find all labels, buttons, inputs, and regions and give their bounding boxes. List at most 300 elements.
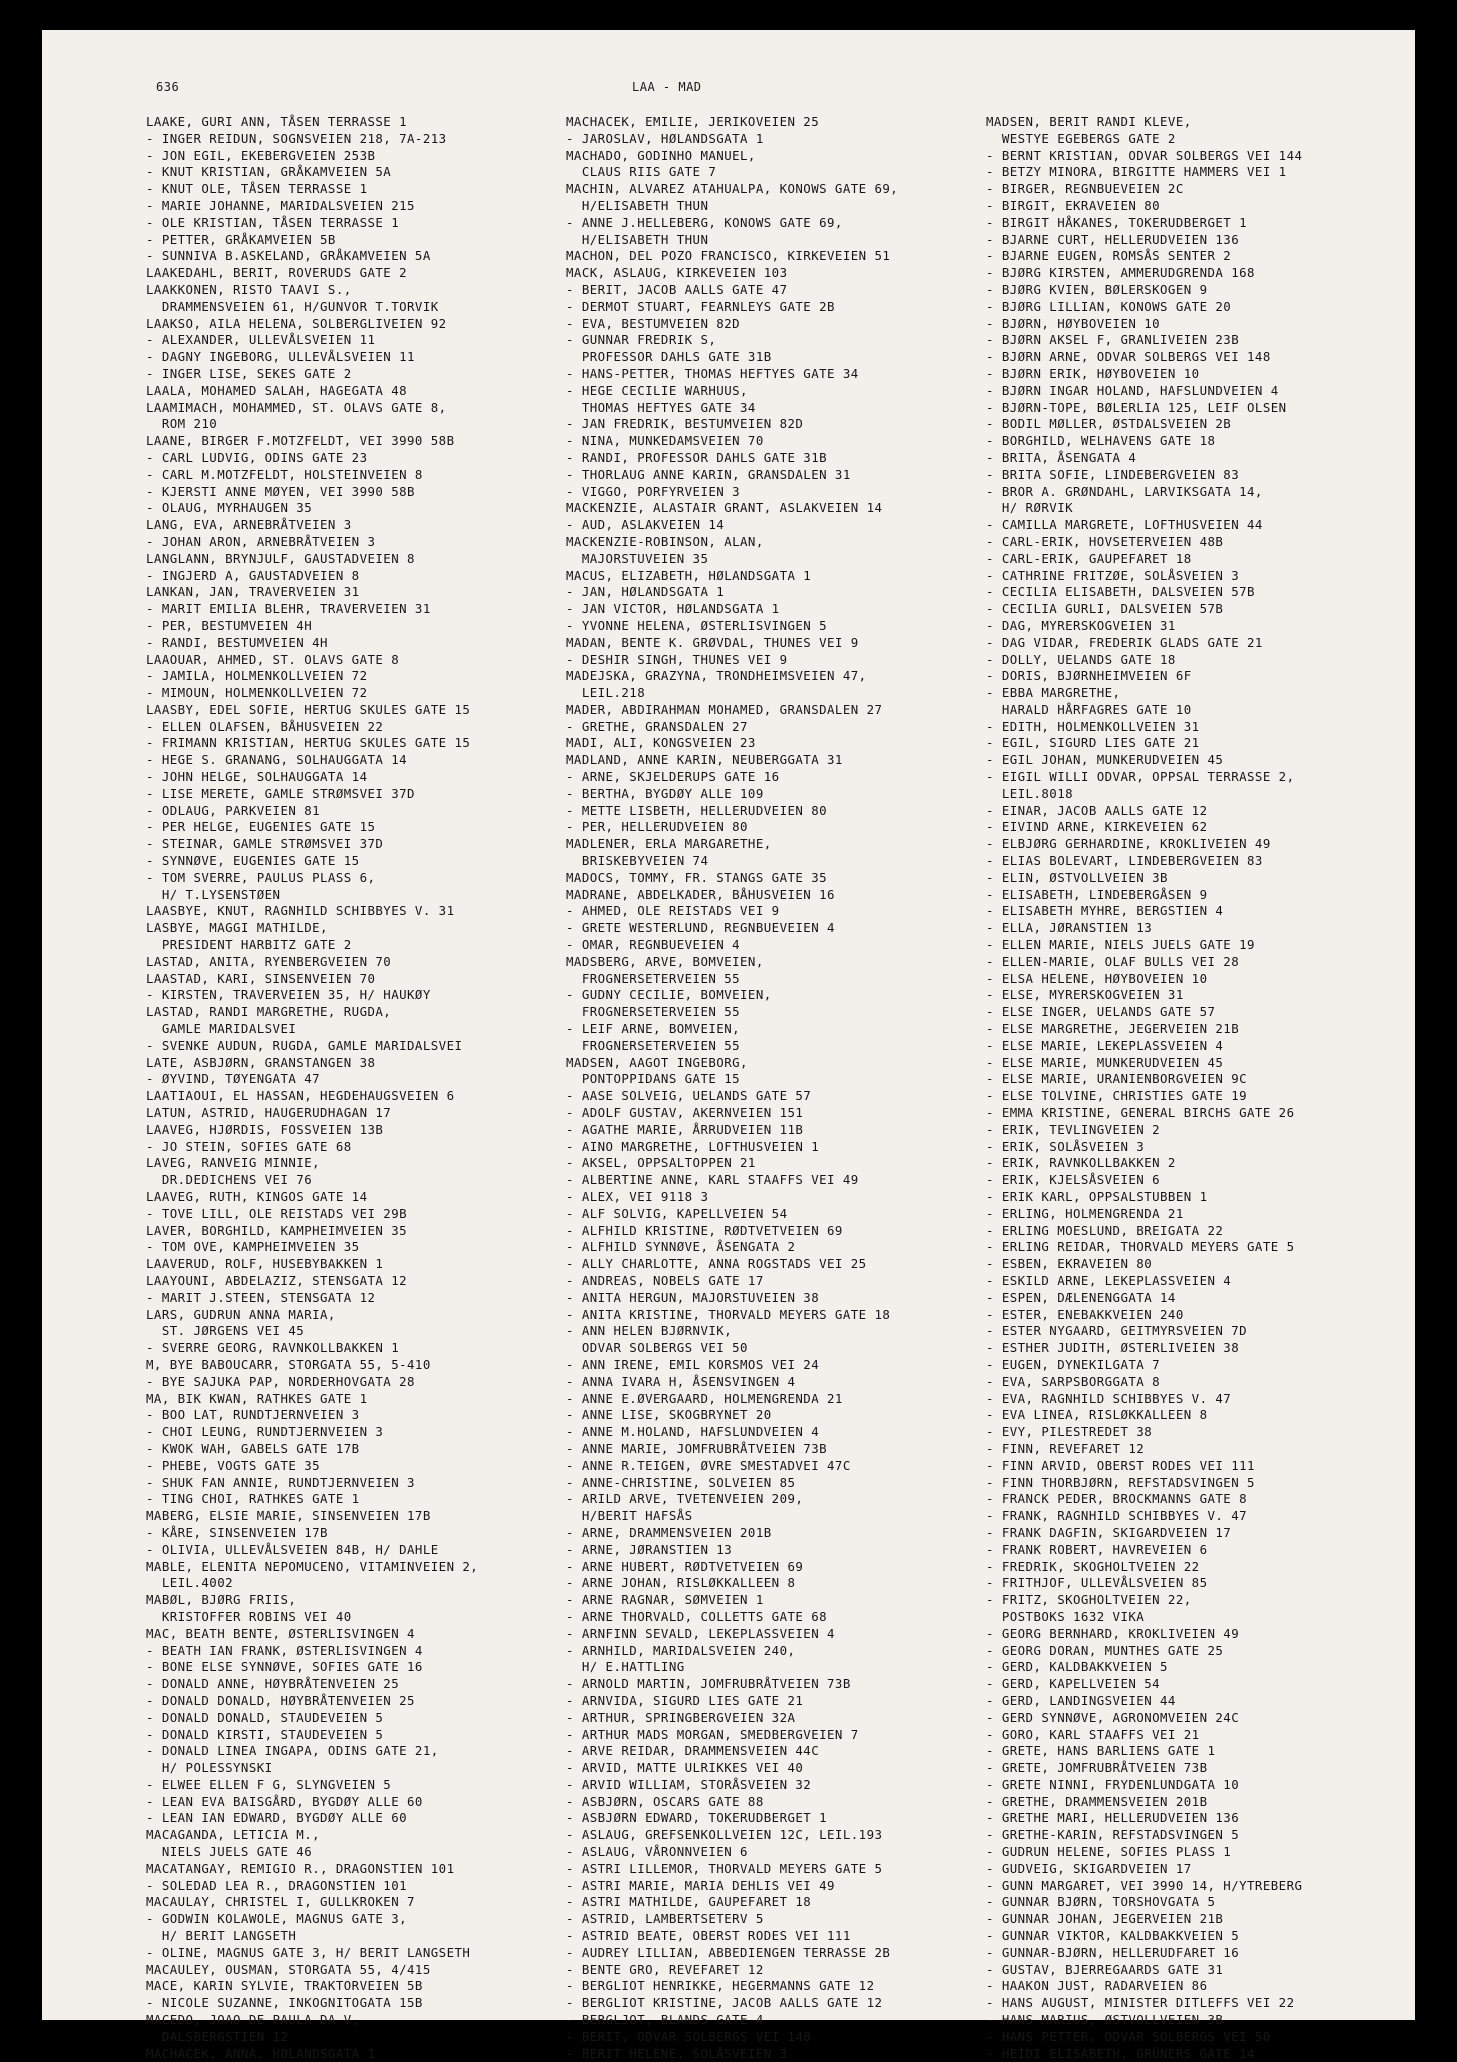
directory-entry: - RANDI, PROFESSOR DAHLS GATE 31B: [566, 449, 828, 465]
directory-entry: - THORLAUG ANNE KARIN, GRANSDALEN 31: [566, 466, 851, 482]
directory-entry: LAVEG, RANVEIG MINNIE,: [146, 1155, 321, 1171]
directory-entry: - ERLING, HOLMENGRENDA 21: [986, 1205, 1184, 1221]
directory-entry: ROM 210: [146, 416, 218, 432]
directory-entry: - DONALD LINEA INGAPA, ODINS GATE 21,: [146, 1743, 439, 1759]
directory-entry: - ERLING REIDAR, THORVALD MEYERS GATE 5: [986, 1239, 1295, 1255]
directory-entry: - ARNE RAGNAR, SØMVEIEN 1: [566, 1592, 764, 1608]
directory-entry: LEIL.218: [566, 685, 646, 701]
directory-entry: - FRANK DAGFIN, SKIGARDVEIEN 17: [986, 1524, 1232, 1540]
directory-entry: - ALEX, VEI 9118 3: [566, 1189, 709, 1204]
directory-entry: - ESKILD ARNE, LEKEPLASSVEIEN 4: [986, 1272, 1232, 1288]
page-number: 636: [156, 80, 180, 94]
directory-entry: MADOCS, TOMMY, FR. STANGS GATE 35: [566, 869, 828, 885]
directory-entry: - ESTER, ENEBAKKVEIEN 240: [986, 1306, 1184, 1322]
directory-entry: - JOHAN ARON, ARNEBRÅTVEIEN 3: [146, 533, 376, 549]
directory-entry: LAAMIMACH, MOHAMMED, ST. OLAVS GATE 8,: [146, 399, 447, 415]
directory-entry: PONTOPPIDANS GATE 15: [566, 1071, 741, 1087]
directory-entry: - HANS AUGUST, MINISTER DITLEFFS VEI 22: [986, 1995, 1295, 2011]
directory-entry: MACUS, ELIZABETH, HØLANDSGATA 1: [566, 567, 812, 583]
directory-entry: LAAKEDAHL, BERIT, ROVERUDS GATE 2: [146, 265, 408, 281]
directory-entry: - ARVID, MATTE ULRIKKES VEI 40: [566, 1760, 804, 1776]
directory-entry: - ARILD ARVE, TVETENVEIEN 209,: [566, 1491, 804, 1507]
directory-entry: NIELS JUELS GATE 46: [146, 1844, 313, 1860]
directory-entry: MACAGANDA, LETICIA M.,: [146, 1827, 321, 1843]
directory-entry: - BRITA SOFIE, LINDEBERGVEIEN 83: [986, 466, 1240, 482]
directory-entry: - GRETE, JOMFRUBRÅTVEIEN 73B: [986, 1760, 1208, 1776]
directory-entry: LAAYOUNI, ABDELAZIZ, STENSGATA 12: [146, 1272, 408, 1288]
directory-entry: PROFESSOR DAHLS GATE 31B: [566, 349, 772, 365]
directory-entry: POSTBOKS 1632 VIKA: [986, 1608, 1145, 1624]
column-3: [986, 114, 1406, 2062]
directory-entry: FROGNERSETERVEIEN 55: [566, 1004, 741, 1020]
directory-entry: LAAVERUD, ROLF, HUSEBYBAKKEN 1: [146, 1256, 384, 1272]
directory-entry: - EVY, PILESTREDET 38: [986, 1424, 1153, 1440]
directory-entry: - HEGE CECILIE WARHUUS,: [566, 382, 748, 398]
directory-entry: - CHOI LEUNG, RUNDTJERNVEIEN 3: [146, 1424, 384, 1440]
directory-entry: - MARIE JOHANNE, MARIDALSVEIEN 215: [146, 197, 415, 213]
directory-entry: DALSBERGSTIEN 12: [146, 2028, 289, 2044]
directory-entry: - AGATHE MARIE, ÅRRUDVEIEN 11B: [566, 1121, 804, 1137]
directory-entry: - ANNE E.ØVERGAARD, HOLMENGRENDA 21: [566, 1390, 843, 1406]
directory-entry: - JON EGIL, EKEBERGVEIEN 253B: [146, 147, 376, 163]
directory-entry: - GERD SYNNØVE, AGRONOMVEIEN 24C: [986, 1709, 1240, 1725]
directory-entry: - ASTRI MATHILDE, GAUPEFARET 18: [566, 1894, 812, 1910]
directory-entry: MABØL, BJØRG FRIIS,: [146, 1592, 297, 1608]
directory-entry: - BROR A. GRØNDAHL, LARVIKSGATA 14,: [986, 483, 1263, 499]
directory-entry: - FRITHJOF, ULLEVÅLSVEIEN 85: [986, 1575, 1208, 1591]
directory-entry: - FRANK, RAGNHILD SCHIBBYES V. 47: [986, 1508, 1248, 1524]
directory-entry: - EGIL JOHAN, MUNKERUDVEIEN 45: [986, 752, 1224, 768]
directory-entry: - GERD, KAPELLVEIEN 54: [986, 1676, 1161, 1692]
directory-entry: LAANE, BIRGER F.MOTZFELDT, VEI 3990 58B: [146, 433, 455, 449]
directory-entry: - ALFHILD SYNNØVE, ÅSENGATA 2: [566, 1239, 796, 1255]
directory-entry: MACE, KARIN SYLVIE, TRAKTORVEIEN 5B: [146, 1978, 423, 1994]
running-head: LAA - MAD: [632, 80, 702, 94]
directory-entry: - ELLA, JØRANSTIEN 13: [986, 920, 1153, 936]
directory-entry: - GUDNY CECILIE, BOMVEIEN,: [566, 987, 772, 1003]
directory-entry: - BIRGIT, EKRAVEIEN 80: [986, 197, 1161, 213]
directory-entry: - INGER REIDUN, SOGNSVEIEN 218, 7A-213: [146, 130, 447, 146]
directory-entry: - ELSE, MYRERSKOGVEIEN 31: [986, 987, 1184, 1003]
directory-entry: - ARNE THORVALD, COLLETTS GATE 68: [566, 1608, 828, 1624]
directory-entry: MABLE, ELENITA NEPOMUCENO, VITAMINVEIEN 2,: [146, 1558, 479, 1574]
directory-entry: LATUN, ASTRID, HAUGERUDHAGAN 17: [146, 1105, 392, 1121]
directory-entry: - ARNE, SKJELDERUPS GATE 16: [566, 769, 780, 785]
directory-entry: - ADOLF GUSTAV, AKERNVEIEN 151: [566, 1105, 804, 1121]
directory-entry: - GUNNAR FREDRIK S,: [566, 332, 717, 348]
directory-entry: - AINO MARGRETHE, LOFTHUSVEIEN 1: [566, 1138, 820, 1154]
directory-entry: - ERIK, KJELSÅSVEIEN 6: [986, 1172, 1161, 1188]
directory-entry: MACATANGAY, REMIGIO R., DRAGONSTIEN 101: [146, 1860, 455, 1876]
directory-entry: - CARL M.MOTZFELDT, HOLSTEINVEIEN 8: [146, 466, 423, 482]
directory-entry: LEIL.8018: [986, 785, 1074, 801]
directory-entry: LAAKE, GURI ANN, TÅSEN TERRASSE 1: [146, 114, 408, 129]
directory-entry: LAALA, MOHAMED SALAH, HAGEGATA 48: [146, 382, 408, 398]
directory-entry: - ELSE TOLVINE, CHRISTIES GATE 19: [986, 1088, 1248, 1104]
directory-entry: - SHUK FAN ANNIE, RUNDTJERNVEIEN 3: [146, 1474, 415, 1490]
directory-entry: - ARVE REIDAR, DRAMMENSVEIEN 44C: [566, 1743, 820, 1759]
directory-entry: LATE, ASBJØRN, GRANSTANGEN 38: [146, 1054, 376, 1070]
directory-entry: - BJØRN-TOPE, BØLERLIA 125, LEIF OLSEN: [986, 399, 1287, 415]
directory-entry: - FREDRIK, SKOGHOLTVEIEN 22: [986, 1558, 1200, 1574]
directory-entry: - BJARNE EUGEN, ROMSÅS SENTER 2: [986, 248, 1232, 264]
directory-entry: - DAGNY INGEBORG, ULLEVÅLSVEIEN 11: [146, 349, 415, 365]
directory-entry: H/ELISABETH THUN: [566, 197, 709, 213]
directory-entry: MACEDO, JOAO DE PAULA DA V,: [146, 2012, 360, 2028]
directory-entry: - ANNE-CHRISTINE, SOLVEIEN 85: [566, 1474, 796, 1490]
directory-entry: - BJØRN, HØYBOVEIEN 10: [986, 315, 1161, 331]
directory-entry: - SYNNØVE, EUGENIES GATE 15: [146, 853, 360, 869]
directory-entry: - GERD, KALDBAKKVEIEN 5: [986, 1659, 1168, 1675]
directory-entry: MACAULEY, OUSMAN, STORGATA 55, 4/415: [146, 1961, 431, 1977]
directory-entry: - CAMILLA MARGRETE, LOFTHUSVEIEN 44: [986, 517, 1263, 533]
directory-entry: - ELISABETH, LINDEBERGÅSEN 9: [986, 886, 1208, 902]
directory-entry: - ALEXANDER, ULLEVÅLSVEIEN 11: [146, 332, 376, 348]
directory-entry: - HANS-PETTER, THOMAS HEFTYES GATE 34: [566, 365, 859, 381]
directory-entry: - BJØRN INGAR HOLAND, HAFSLUNDVEIEN 4: [986, 382, 1279, 398]
directory-entry: BRISKEBYVEIEN 74: [566, 853, 709, 869]
directory-entry: - MARIT J.STEEN, STENSGATA 12: [146, 1289, 376, 1305]
directory-entry: - ELSE MARIE, URANIENBORGVEIEN 9C: [986, 1071, 1248, 1087]
directory-entry: - GERD, LANDINGSVEIEN 44: [986, 1692, 1176, 1708]
directory-entry: - BRITA, ÅSENGATA 4: [986, 449, 1137, 465]
directory-entry: - AKSEL, OPPSALTOPPEN 21: [566, 1155, 756, 1171]
directory-entry: ST. JØRGENS VEI 45: [146, 1323, 305, 1339]
directory-entry: - ELSE INGER, UELANDS GATE 57: [986, 1004, 1216, 1020]
directory-entry: - OLE KRISTIAN, TÅSEN TERRASSE 1: [146, 214, 400, 230]
directory-entry: - BJØRN ERIK, HØYBOVEIEN 10: [986, 365, 1200, 381]
directory-entry: - ALLY CHARLOTTE, ANNA ROGSTADS VEI 25: [566, 1256, 867, 1272]
directory-entry: MACHADO, GODINHO MANUEL,: [566, 147, 756, 163]
directory-entry: - GUDRUN HELENE, SOFIES PLASS 1: [986, 1844, 1232, 1860]
directory-entry: - HAAKON JUST, RADARVEIEN 86: [986, 1978, 1208, 1994]
directory-entry: LAAKSO, AILA HELENA, SOLBERGLIVEIEN 92: [146, 315, 447, 331]
directory-entry: - ASBJØRN, OSCARS GATE 88: [566, 1793, 764, 1809]
directory-entry: MADLENER, ERLA MARGARETHE,: [566, 836, 772, 852]
directory-entry: - ERIK, RAVNKOLLBAKKEN 2: [986, 1155, 1176, 1171]
directory-entry: - ARNFINN SEVALD, LEKEPLASSVEIEN 4: [566, 1625, 835, 1641]
directory-entry: - BERIT HELENE, SOLÅSVEIEN 3: [566, 2045, 788, 2061]
directory-entry: - HEGE S. GRANANG, SOLHAUGGATA 14: [146, 752, 408, 768]
directory-entry: - AHMED, OLE REISTADS VEI 9: [566, 903, 780, 919]
directory-entry: - NICOLE SUZANNE, INKOGNITOGATA 15B: [146, 1995, 423, 2011]
directory-entry: H/ T.LYSENSTØEN: [146, 886, 281, 902]
directory-entry: MACHIN, ALVAREZ ATAHUALPA, KONOWS GATE 69,: [566, 181, 899, 197]
directory-entry: MADI, ALI, KONGSVEIEN 23: [566, 735, 756, 751]
directory-entry: - OLIVIA, ULLEVÅLSVEIEN 84B, H/ DAHLE: [146, 1541, 439, 1557]
directory-entry: - ARTHUR, SPRINGBERGVEIEN 32A: [566, 1709, 796, 1725]
directory-entry: MACHON, DEL POZO FRANCISCO, KIRKEVEIEN 51: [566, 248, 891, 264]
directory-entry: - ESPEN, DÆLENENGGATA 14: [986, 1289, 1176, 1305]
directory-entry: - GRETE WESTERLUND, REGNBUEVEIEN 4: [566, 920, 835, 936]
directory-entry: - GUNNAR-BJØRN, HELLERUDFARET 16: [986, 1944, 1240, 1960]
directory-entry: - OLINE, MAGNUS GATE 3, H/ BERIT LANGSETH: [146, 1944, 471, 1960]
directory-entry: - EINAR, JACOB AALLS GATE 12: [986, 802, 1208, 818]
directory-entry: - FRANCK PEDER, BROCKMANNS GATE 8: [986, 1491, 1248, 1507]
directory-entry: - JO STEIN, SOFIES GATE 68: [146, 1138, 352, 1154]
directory-entry: LANGLANN, BRYNJULF, GAUSTADVEIEN 8: [146, 550, 415, 566]
directory-entry: MAJORSTUVEIEN 35: [566, 550, 709, 566]
directory-entry: - GRETHE-KARIN, REFSTADSVINGEN 5: [986, 1827, 1240, 1843]
directory-entry: LEIL.4002: [146, 1575, 234, 1591]
directory-entry: M, BYE BABOUCARR, STORGATA 55, 5-410: [146, 1356, 431, 1372]
directory-entry: LAVER, BORGHILD, KAMPHEIMVEIEN 35: [146, 1222, 408, 1238]
directory-entry: LAASTAD, KARI, SINSENVEIEN 70: [146, 970, 376, 986]
directory-entry: LANKAN, JAN, TRAVERVEIEN 31: [146, 584, 360, 600]
directory-entry: - ANDREAS, NOBELS GATE 17: [566, 1272, 764, 1288]
directory-entry: MACK, ASLAUG, KIRKEVEIEN 103: [566, 265, 788, 281]
directory-entry: - JAN, HØLANDSGATA 1: [566, 584, 725, 600]
directory-entry: H/ BERIT LANGSETH: [146, 1928, 297, 1944]
directory-entry: - JAMILA, HOLMENKOLLVEIEN 72: [146, 668, 368, 684]
directory-entry: - ERIK, TEVLINGVEIEN 2: [986, 1121, 1161, 1137]
directory-entry: - TING CHOI, RATHKES GATE 1: [146, 1491, 360, 1507]
directory-entry: - NINA, MUNKEDAMSVEIEN 70: [566, 433, 764, 449]
directory-entry: - GUSTAV, BJERREGAARDS GATE 31: [986, 1961, 1224, 1977]
directory-entry: - OMAR, REGNBUEVEIEN 4: [566, 937, 741, 953]
directory-entry: - EVA, BESTUMVEIEN 82D: [566, 315, 741, 331]
directory-entry: - ARNHILD, MARIDALSVEIEN 240,: [566, 1642, 796, 1658]
directory-entry: - KIRSTEN, TRAVERVEIEN 35, H/ HAUKØY: [146, 987, 431, 1003]
directory-entry: - EIGIL WILLI ODVAR, OPPSAL TERRASSE 2,: [986, 769, 1295, 785]
directory-entry: - GRETHE MARI, HELLERUDVEIEN 136: [986, 1810, 1240, 1826]
directory-entry: - HEIDI ELISABETH, GRÜNERS GATE 14: [986, 2045, 1255, 2061]
directory-entry: - GUDVEIG, SKIGARDVEIEN 17: [986, 1860, 1192, 1876]
directory-entry: - ANNE J.HELLEBERG, KONOWS GATE 69,: [566, 214, 843, 230]
directory-entry: - ARNE, JØRANSTIEN 13: [566, 1541, 733, 1557]
directory-entry: WESTYE EGEBERGS GATE 2: [986, 130, 1176, 146]
directory-entry: - ANNE M.HOLAND, HAFSLUNDVEIEN 4: [566, 1424, 820, 1440]
directory-entry: - DAG, MYRERSKOGVEIEN 31: [986, 617, 1176, 633]
directory-entry: - BOO LAT, RUNDTJERNVEIEN 3: [146, 1407, 360, 1423]
directory-entry: - ELSE MARIE, MUNKERUDVEIEN 45: [986, 1054, 1224, 1070]
directory-entry: - BJØRG KVIEN, BØLERSKOGEN 9: [986, 281, 1208, 297]
directory-entry: - RANDI, BESTUMVEIEN 4H: [146, 634, 328, 650]
directory-entry: - CARL-ERIK, HOVSETERVEIEN 48B: [986, 533, 1224, 549]
directory-entry: - ARNE, DRAMMENSVEIEN 201B: [566, 1524, 772, 1540]
directory-entry: - BERTHA, BYGDØY ALLE 109: [566, 785, 764, 801]
directory-entry: - BONE ELSE SYNNØVE, SOFIES GATE 16: [146, 1659, 423, 1675]
directory-entry: H/ RØRVIK: [986, 500, 1074, 516]
directory-entry: - FINN THORBJØRN, REFSTADSVINGEN 5: [986, 1474, 1255, 1490]
directory-entry: - ALFHILD KRISTINE, RØDTVETVEIEN 69: [566, 1222, 843, 1238]
directory-entry: - MARIT EMILIA BLEHR, TRAVERVEIEN 31: [146, 601, 431, 617]
directory-entry: - ELLEN-MARIE, OLAF BULLS VEI 28: [986, 953, 1240, 969]
directory-entry: - ALF SOLVIG, KAPELLVEIEN 54: [566, 1205, 788, 1221]
directory-entry: - ERIK, SOLÅSVEIEN 3: [986, 1138, 1145, 1154]
directory-entry: LASBYE, MAGGI MATHILDE,: [146, 920, 328, 936]
directory-entry: - AUDREY LILLIAN, ABBEDIENGEN TERRASSE 2B: [566, 1944, 891, 1960]
directory-entry: - ARNE JOHAN, RISLØKKALLEEN 8: [566, 1575, 796, 1591]
directory-entry: - BERIT, JACOB AALLS GATE 47: [566, 281, 788, 297]
directory-entry: - INGJERD A, GAUSTADVEIEN 8: [146, 567, 360, 583]
directory-entry: PRESIDENT HARBITZ GATE 2: [146, 937, 352, 953]
directory-entry: - EDITH, HOLMENKOLLVEIEN 31: [986, 718, 1200, 734]
directory-entry: - LEAN IAN EDWARD, BYGDØY ALLE 60: [146, 1810, 408, 1826]
directory-entry: DR.DEDICHENS VEI 76: [146, 1172, 313, 1188]
directory-entry: - EVA, RAGNHILD SCHIBBYES V. 47: [986, 1390, 1232, 1406]
directory-entry: MA, BIK KWAN, RATHKES GATE 1: [146, 1390, 368, 1406]
directory-entry: - DOLLY, UELANDS GATE 18: [986, 651, 1176, 667]
directory-entry: - AUD, ASLAKVEIEN 14: [566, 517, 725, 533]
directory-entry: - DAG VIDAR, FREDERIK GLADS GATE 21: [986, 634, 1263, 650]
directory-entry: - ESTHER JUDITH, ØSTERLIVEIEN 38: [986, 1340, 1240, 1356]
directory-entry: - EVA, SARPSBORGGATA 8: [986, 1373, 1161, 1389]
directory-entry: - ODLAUG, PARKVEIEN 81: [146, 802, 321, 818]
directory-entry: MACKENZIE, ALASTAIR GRANT, ASLAKVEIEN 14: [566, 500, 883, 516]
directory-entry: - STEINAR, GAMLE STRØMSVEI 37D: [146, 836, 384, 852]
directory-entry: - ASTRID BEATE, OBERST RODES VEI 111: [566, 1928, 851, 1944]
directory-entry: - ANNA IVARA H, ÅSENSVINGEN 4: [566, 1373, 796, 1389]
directory-entry: - EGIL, SIGURD LIES GATE 21: [986, 735, 1200, 751]
directory-entry: - CARL LUDVIG, ODINS GATE 23: [146, 449, 368, 465]
column-1: [146, 114, 566, 2062]
directory-entry: - PER, BESTUMVEIEN 4H: [146, 617, 313, 633]
directory-entry: - INGER LISE, SEKES GATE 2: [146, 365, 352, 381]
directory-entry: - SOLEDAD LEA R., DRAGONSTIEN 101: [146, 1877, 408, 1893]
directory-entry: - ANNE MARIE, JOMFRUBRÅTVEIEN 73B: [566, 1440, 828, 1456]
directory-entry: - ERIK KARL, OPPSALSTUBBEN 1: [986, 1189, 1208, 1204]
directory-entry: MADER, ABDIRAHMAN MOHAMED, GRANSDALEN 27: [566, 701, 883, 717]
directory-entry: MADRANE, ABDELKADER, BÅHUSVEIEN 16: [566, 886, 835, 902]
directory-entry: - KNUT OLE, TÅSEN TERRASSE 1: [146, 181, 368, 197]
directory-entry: - ASLAUG, GREFSENKOLLVEIEN 12C, LEIL.193: [566, 1827, 883, 1843]
directory-entry: MACHACEK, EMILIE, JERIKOVEIEN 25: [566, 114, 820, 129]
directory-entry: H/ POLESSYNSKI: [146, 1760, 273, 1776]
directory-entry: - MIMOUN, HOLMENKOLLVEIEN 72: [146, 685, 368, 701]
directory-entry: - ANITA HERGUN, MAJORSTUVEIEN 38: [566, 1289, 820, 1305]
directory-entry: - GRETE NINNI, FRYDENLUNDGATA 10: [986, 1776, 1240, 1792]
directory-entry: - ARNVIDA, SIGURD LIES GATE 21: [566, 1692, 804, 1708]
directory-entry: - ASTRI LILLEMOR, THORVALD MEYERS GATE 5: [566, 1860, 883, 1876]
directory-entry: THOMAS HEFTYES GATE 34: [566, 399, 756, 415]
directory-entry: HARALD HÅRFAGRES GATE 10: [986, 701, 1192, 717]
directory-entry: - LEIF ARNE, BOMVEIEN,: [566, 1021, 741, 1037]
directory-entry: - DERMOT STUART, FEARNLEYS GATE 2B: [566, 298, 835, 314]
directory-entry: LAAVEG, RUTH, KINGOS GATE 14: [146, 1189, 368, 1204]
column-2: [566, 114, 986, 2062]
directory-entry: - SVENKE AUDUN, RUGDA, GAMLE MARIDALSVEI: [146, 1037, 463, 1053]
directory-entry: - DONALD ANNE, HØYBRÅTENVEIEN 25: [146, 1676, 400, 1692]
directory-entry: CLAUS RIIS GATE 7: [566, 164, 717, 180]
directory-entry: - GORO, KARL STAAFFS VEI 21: [986, 1726, 1200, 1742]
directory-entry: FROGNERSETERVEIEN 55: [566, 1037, 741, 1053]
directory-entry: - GRETHE, GRANSDALEN 27: [566, 718, 748, 734]
directory-entry: - ANN HELEN BJØRNVIK,: [566, 1323, 733, 1339]
directory-entry: - KÅRE, SINSENVEIEN 17B: [146, 1524, 328, 1540]
directory-entry: - FRITZ, SKOGHOLTVEIEN 22,: [986, 1592, 1192, 1608]
directory-entry: - FRANK ROBERT, HAVREVEIEN 6: [986, 1541, 1208, 1557]
directory-entry: - TOVE LILL, OLE REISTADS VEI 29B: [146, 1205, 408, 1221]
directory-entry: - KNUT KRISTIAN, GRÅKAMVEIEN 5A: [146, 164, 392, 180]
directory-entry: - ARNE HUBERT, RØDTVETVEIEN 69: [566, 1558, 804, 1574]
directory-entry: - JAROSLAV, HØLANDSGATA 1: [566, 130, 764, 146]
directory-entry: - DONALD DONALD, HØYBRÅTENVEIEN 25: [146, 1692, 415, 1708]
directory-entry: - BJØRN AKSEL F, GRANLIVEIEN 23B: [986, 332, 1240, 348]
directory-entry: - ELSE MARIE, LEKEPLASSVEIEN 4: [986, 1037, 1224, 1053]
directory-entry: - EIVIND ARNE, KIRKEVEIEN 62: [986, 819, 1208, 835]
directory-entry: - GRETHE, DRAMMENSVEIEN 201B: [986, 1793, 1208, 1809]
directory-entry: - ERLING MOESLUND, BREIGATA 22: [986, 1222, 1224, 1238]
directory-entry: - BENTE GRO, REVEFARET 12: [566, 1961, 764, 1977]
directory-entry: MADLAND, ANNE KARIN, NEUBERGGATA 31: [566, 752, 843, 768]
directory-entry: - PETTER, GRÅKAMVEIEN 5B: [146, 231, 336, 247]
directory-entry: - ELLEN MARIE, NIELS JUELS GATE 19: [986, 937, 1255, 953]
directory-entry: - ANNE R.TEIGEN, ØVRE SMESTADVEI 47C: [566, 1457, 851, 1473]
directory-entry: - BJØRG LILLIAN, KONOWS GATE 20: [986, 298, 1232, 314]
directory-entry: - PER, HELLERUDVEIEN 80: [566, 819, 748, 835]
directory-entry: - ARNOLD MARTIN, JOMFRUBRÅTVEIEN 73B: [566, 1676, 851, 1692]
directory-entry: - BERGLJOT, BLANDS GATE 4: [566, 2012, 764, 2028]
directory-entry: - ASLAUG, VÅRONNVEIEN 6: [566, 1844, 748, 1860]
directory-entry: - ELISABETH MYHRE, BERGSTIEN 4: [986, 903, 1224, 919]
directory-entry: - ARTHUR MADS MORGAN, SMEDBERGVEIEN 7: [566, 1726, 859, 1742]
directory-entry: - DESHIR SINGH, THUNES VEI 9: [566, 651, 788, 667]
directory-entry: - EMMA KRISTINE, GENERAL BIRCHS GATE 26: [986, 1105, 1295, 1121]
directory-entry: - GEORG BERNHARD, KROKLIVEIEN 49: [986, 1625, 1240, 1641]
directory-entry: - BERIT, ODVAR SOLBERGS VEI 148: [566, 2028, 812, 2044]
directory-entry: - KWOK WAH, GABELS GATE 17B: [146, 1440, 360, 1456]
directory-entry: - JAN FREDRIK, BESTUMVEIEN 82D: [566, 416, 804, 432]
directory-entry: - ESTER NYGAARD, GEITMYRSVEIEN 7D: [986, 1323, 1248, 1339]
directory-entry: - KJERSTI ANNE MØYEN, VEI 3990 58B: [146, 483, 415, 499]
directory-entry: - ELBJØRG GERHARDINE, KROKLIVEIEN 49: [986, 836, 1271, 852]
directory-entry: - GRETE, HANS BARLIENS GATE 1: [986, 1743, 1216, 1759]
directory-entry: LASTAD, RANDI MARGRETHE, RUGDA,: [146, 1004, 392, 1020]
directory-entry: MACKENZIE-ROBINSON, ALAN,: [566, 533, 764, 549]
directory-entry: LAASBYE, KNUT, RAGNHILD SCHIBBYES V. 31: [146, 903, 455, 919]
directory-entry: - HANS MARIUS, ØSTVOLLVEIEN 3B: [986, 2012, 1224, 2028]
directory-entry: - BERNT KRISTIAN, ODVAR SOLBERGS VEI 144: [986, 147, 1303, 163]
directory-entry: - ESBEN, EKRAVEIEN 80: [986, 1256, 1153, 1272]
directory-entry: - OLAUG, MYRHAUGEN 35: [146, 500, 313, 516]
directory-entry: - BIRGER, REGNBUEVEIEN 2C: [986, 181, 1184, 197]
directory-entry: - EUGEN, DYNEKILGATA 7: [986, 1356, 1161, 1372]
directory-entry: - ALBERTINE ANNE, KARL STAAFFS VEI 49: [566, 1172, 859, 1188]
directory-entry: LARS, GUDRUN ANNA MARIA,: [146, 1306, 336, 1322]
directory-entry: - BIRGIT HÅKANES, TOKERUDBERGET 1: [986, 214, 1248, 230]
directory-entry: - DONALD DONALD, STAUDEVEIEN 5: [146, 1709, 384, 1725]
directory-entry: - GUNN MARGARET, VEI 3990 14, H/YTREBERG: [986, 1877, 1303, 1893]
directory-entry: - GUNNAR BJØRN, TORSHOVGATA 5: [986, 1894, 1216, 1910]
directory-entry: - ELSA HELENE, HØYBOVEIEN 10: [986, 970, 1208, 986]
directory-entry: - GODWIN KOLAWOLE, MAGNUS GATE 3,: [146, 1911, 408, 1927]
directory-entry: - ARVID WILLIAM, STORÅSVEIEN 32: [566, 1776, 812, 1792]
directory-entry: - PER HELGE, EUGENIES GATE 15: [146, 819, 376, 835]
directory-entry: - CATHRINE FRITZØE, SOLÅSVEIEN 3: [986, 567, 1240, 583]
directory-entry: - HANS PETTER, ODVAR SOLBERGS VEI 50: [986, 2028, 1271, 2044]
directory-entry: LAATIAOUI, EL HASSAN, HEGDEHAUGSVEIEN 6: [146, 1088, 455, 1104]
directory-entry: - ASTRID, LAMBERTSETERV 5: [566, 1911, 764, 1927]
directory-entry: - FRIMANN KRISTIAN, HERTUG SKULES GATE 15: [146, 735, 471, 751]
directory-entry: - AASE SOLVEIG, UELANDS GATE 57: [566, 1088, 812, 1104]
directory-entry: MADSEN, BERIT RANDI KLEVE,: [986, 114, 1192, 129]
directory-entry: LAAKKONEN, RISTO TAAVI S.,: [146, 281, 352, 297]
directory-entry: - BJØRG KIRSTEN, AMMERUDGRENDA 168: [986, 265, 1255, 281]
directory-entry: MACAULAY, CHRISTEL I, GULLKROKEN 7: [146, 1894, 415, 1910]
directory-entry: - YVONNE HELENA, ØSTERLISVINGEN 5: [566, 617, 828, 633]
directory-entry: - FINN, REVEFARET 12: [986, 1440, 1145, 1456]
directory-entry: - SVERRE GEORG, RAVNKOLLBAKKEN 1: [146, 1340, 400, 1356]
directory-entry: - TOM OVE, KAMPHEIMVEIEN 35: [146, 1239, 360, 1255]
page-header: [42, 80, 1415, 104]
directory-entry: - DORIS, BJØRNHEIMVEIEN 6F: [986, 668, 1192, 684]
directory-entry: MADSEN, AAGOT INGEBORG,: [566, 1054, 748, 1070]
directory-entry: - PHEBE, VOGTS GATE 35: [146, 1457, 321, 1473]
directory-entry: - ASBJØRN EDWARD, TOKERUDBERGET 1: [566, 1810, 828, 1826]
directory-entry: - ELLEN OLAFSEN, BÅHUSVEIEN 22: [146, 718, 384, 734]
directory-entry: MADSBERG, ARVE, BOMVEIEN,: [566, 953, 764, 969]
